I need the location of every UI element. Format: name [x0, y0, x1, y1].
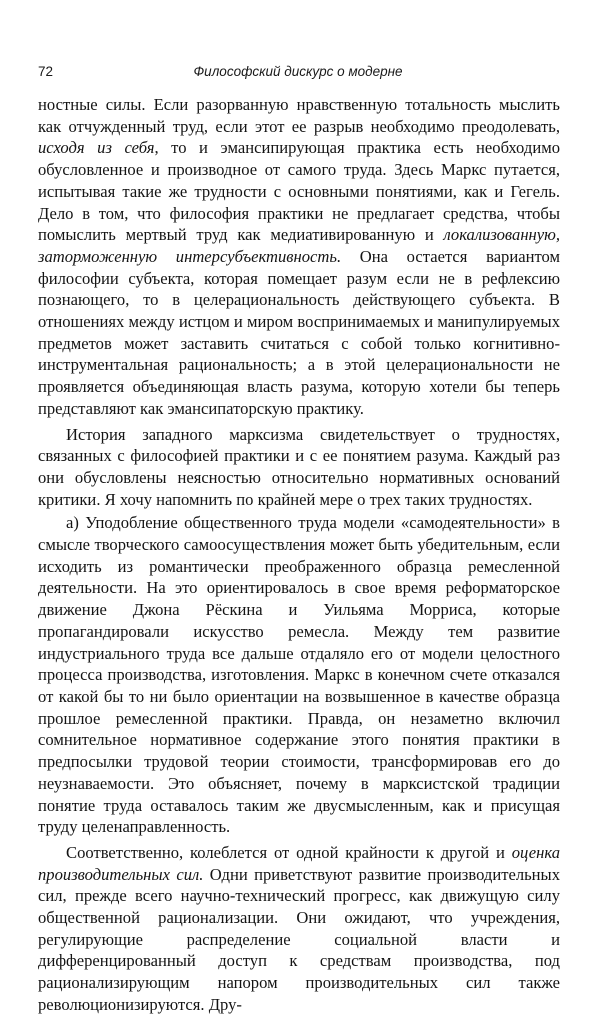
paragraph-3: [38, 512, 560, 838]
paragraph-4: [38, 842, 560, 1016]
paragraph-1: [38, 94, 560, 420]
text-run: История западного марксизма свидетельствует о трудностях, связанных с философией практики и с ее понятием разума. Каждый раз они обусловлены неясностью относительно нормативных оснований критики. Я хочу напомнить по крайней мере о трех таких трудностях.: [38, 424, 560, 509]
text-run: , то и эмансипирующая практика есть необходимо обусловленное и производное от самого труда. Здесь Маркс путается, испытывая такие же трудности с основными понятиями, как и Гегель. Дело в том, что философия практики не предлагает средства, чтобы помыслить мертвый труд как медиативированную и: [38, 138, 560, 245]
running-title: Философский дискурс о модерне: [193, 64, 403, 79]
italic-run: оценка производительных сил.: [38, 842, 560, 884]
text-run: Соответственно, колеблется от одной крайности к другой и: [66, 842, 512, 862]
running-head: [38, 64, 558, 84]
text-run: Одни приветствуют развитие производительных сил, прежде всего научно-технический прогресс, как движущую силу общественной рационализации. Они ожидают, что учреждения, регулирующие распределение социальной власти и дифференцированный доступ к средствам производства, под рационализирующим напором производительных сил также революционизируются. Дру-: [38, 864, 561, 1014]
text-run: Она остается вариантом философии субъекта, которая помещает разум если не в рефлексию познающего, то в целерациональность действующего субъекта. В отношениях между истцом и миром воспринимаемых и манипулируемых предметов может заставить считаться с собой только когнитивно-инструментальная рациональность; а в этой целерациональности не проявляется объединяющая власть разума, которую хотели бы теперь представляют как эмансипаторскую практику.: [38, 246, 560, 418]
italic-run: локализованную, заторможенную интерсубъективность.: [38, 225, 560, 266]
text-run: а) Уподобление общественного труда модели «самодеятельности» в смысле творческого самоосуществления может быть убедительным, если исходить из романтически преображенного образца ремесленной деятельности. На это ориентировалось в свое время реформаторское движение Джона Рёскина и Уильяма Морриса, которые пропагандировали искусство ремесла. Между тем развитие индустриального труда все дальше отдаляло его от модели целостного процесса производства, изготовления. Маркс в конечном счете отказался от какой бы то ни было ориентации на возвышенное в качестве образца прошлое ремесленной практики. Правда, он незаметно включил сомнительное нормативное содержание этого понятия практики в предпосылки трудовой теории стоимости, трансформировав его до неузнаваемости. Это объясняет, почему в марксистской традиции понятие труда оставалось таким же двусмысленным, как и присущая труду целенаправленность.: [38, 513, 560, 837]
text-run: ностные силы. Если разорванную нравственную тотальность мыслить как отчужденный труд, если этот ее разрыв необходимо преодолевать,: [38, 95, 560, 136]
paragraph-2: [38, 424, 560, 511]
italic-run: исходя из себя: [38, 138, 155, 158]
page-number: 72: [38, 64, 54, 79]
body-text: [38, 94, 560, 1016]
